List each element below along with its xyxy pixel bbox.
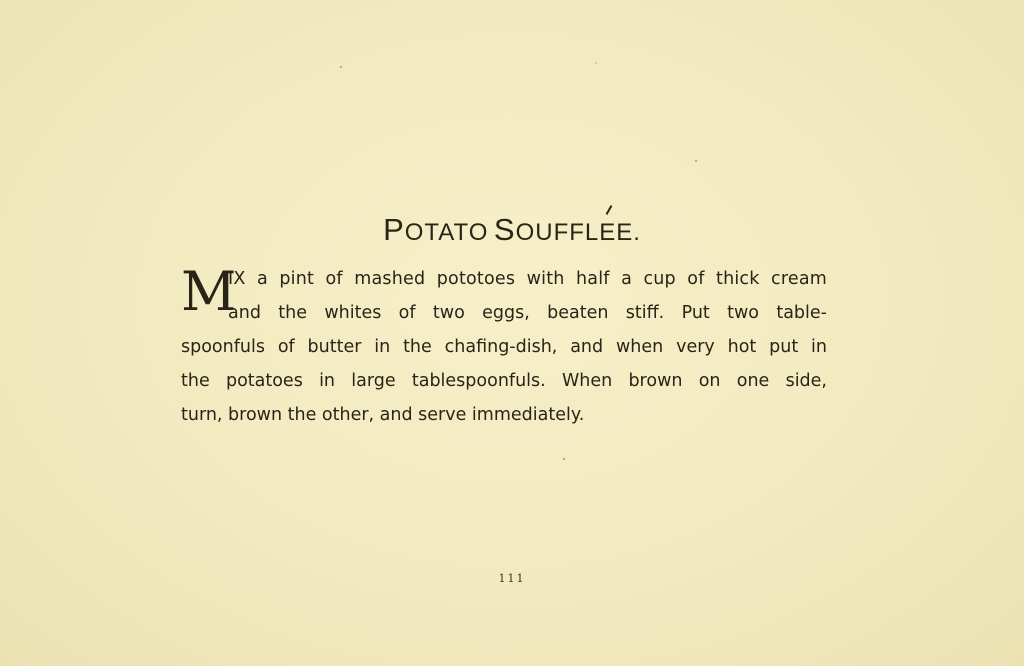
recipe-title [0, 200, 1024, 266]
title-end: E. [616, 219, 641, 246]
drop-cap: M [181, 260, 237, 323]
title-initial-s: S [493, 212, 516, 247]
page-number: 111 [498, 572, 526, 585]
recipe-line-2: and the whites of two eggs, beaten stiff. Put two table- [228, 303, 827, 323]
title-ouffl: OUFFL [515, 219, 600, 246]
paper-speck [695, 160, 697, 162]
title-otato: OTATO [404, 219, 489, 246]
recipe-body [181, 262, 827, 432]
title-accented-e: E [599, 203, 616, 263]
recipe-line-5: turn, brown the other, and serve immediately. [181, 405, 585, 425]
paper-speck [340, 66, 342, 68]
recipe-line-1: IX a pint of mashed pototoes with half a cup of thick cream [228, 269, 827, 289]
paper-speck [595, 62, 597, 64]
title-initial-p: P [383, 212, 405, 247]
paper-speck [563, 458, 565, 460]
recipe-line-4: the potatoes in large tablespoonfuls. When brown on one side, [181, 371, 827, 391]
recipe-line-3: spoonfuls of butter in the chafing-dish, and when very hot put in [181, 337, 827, 357]
